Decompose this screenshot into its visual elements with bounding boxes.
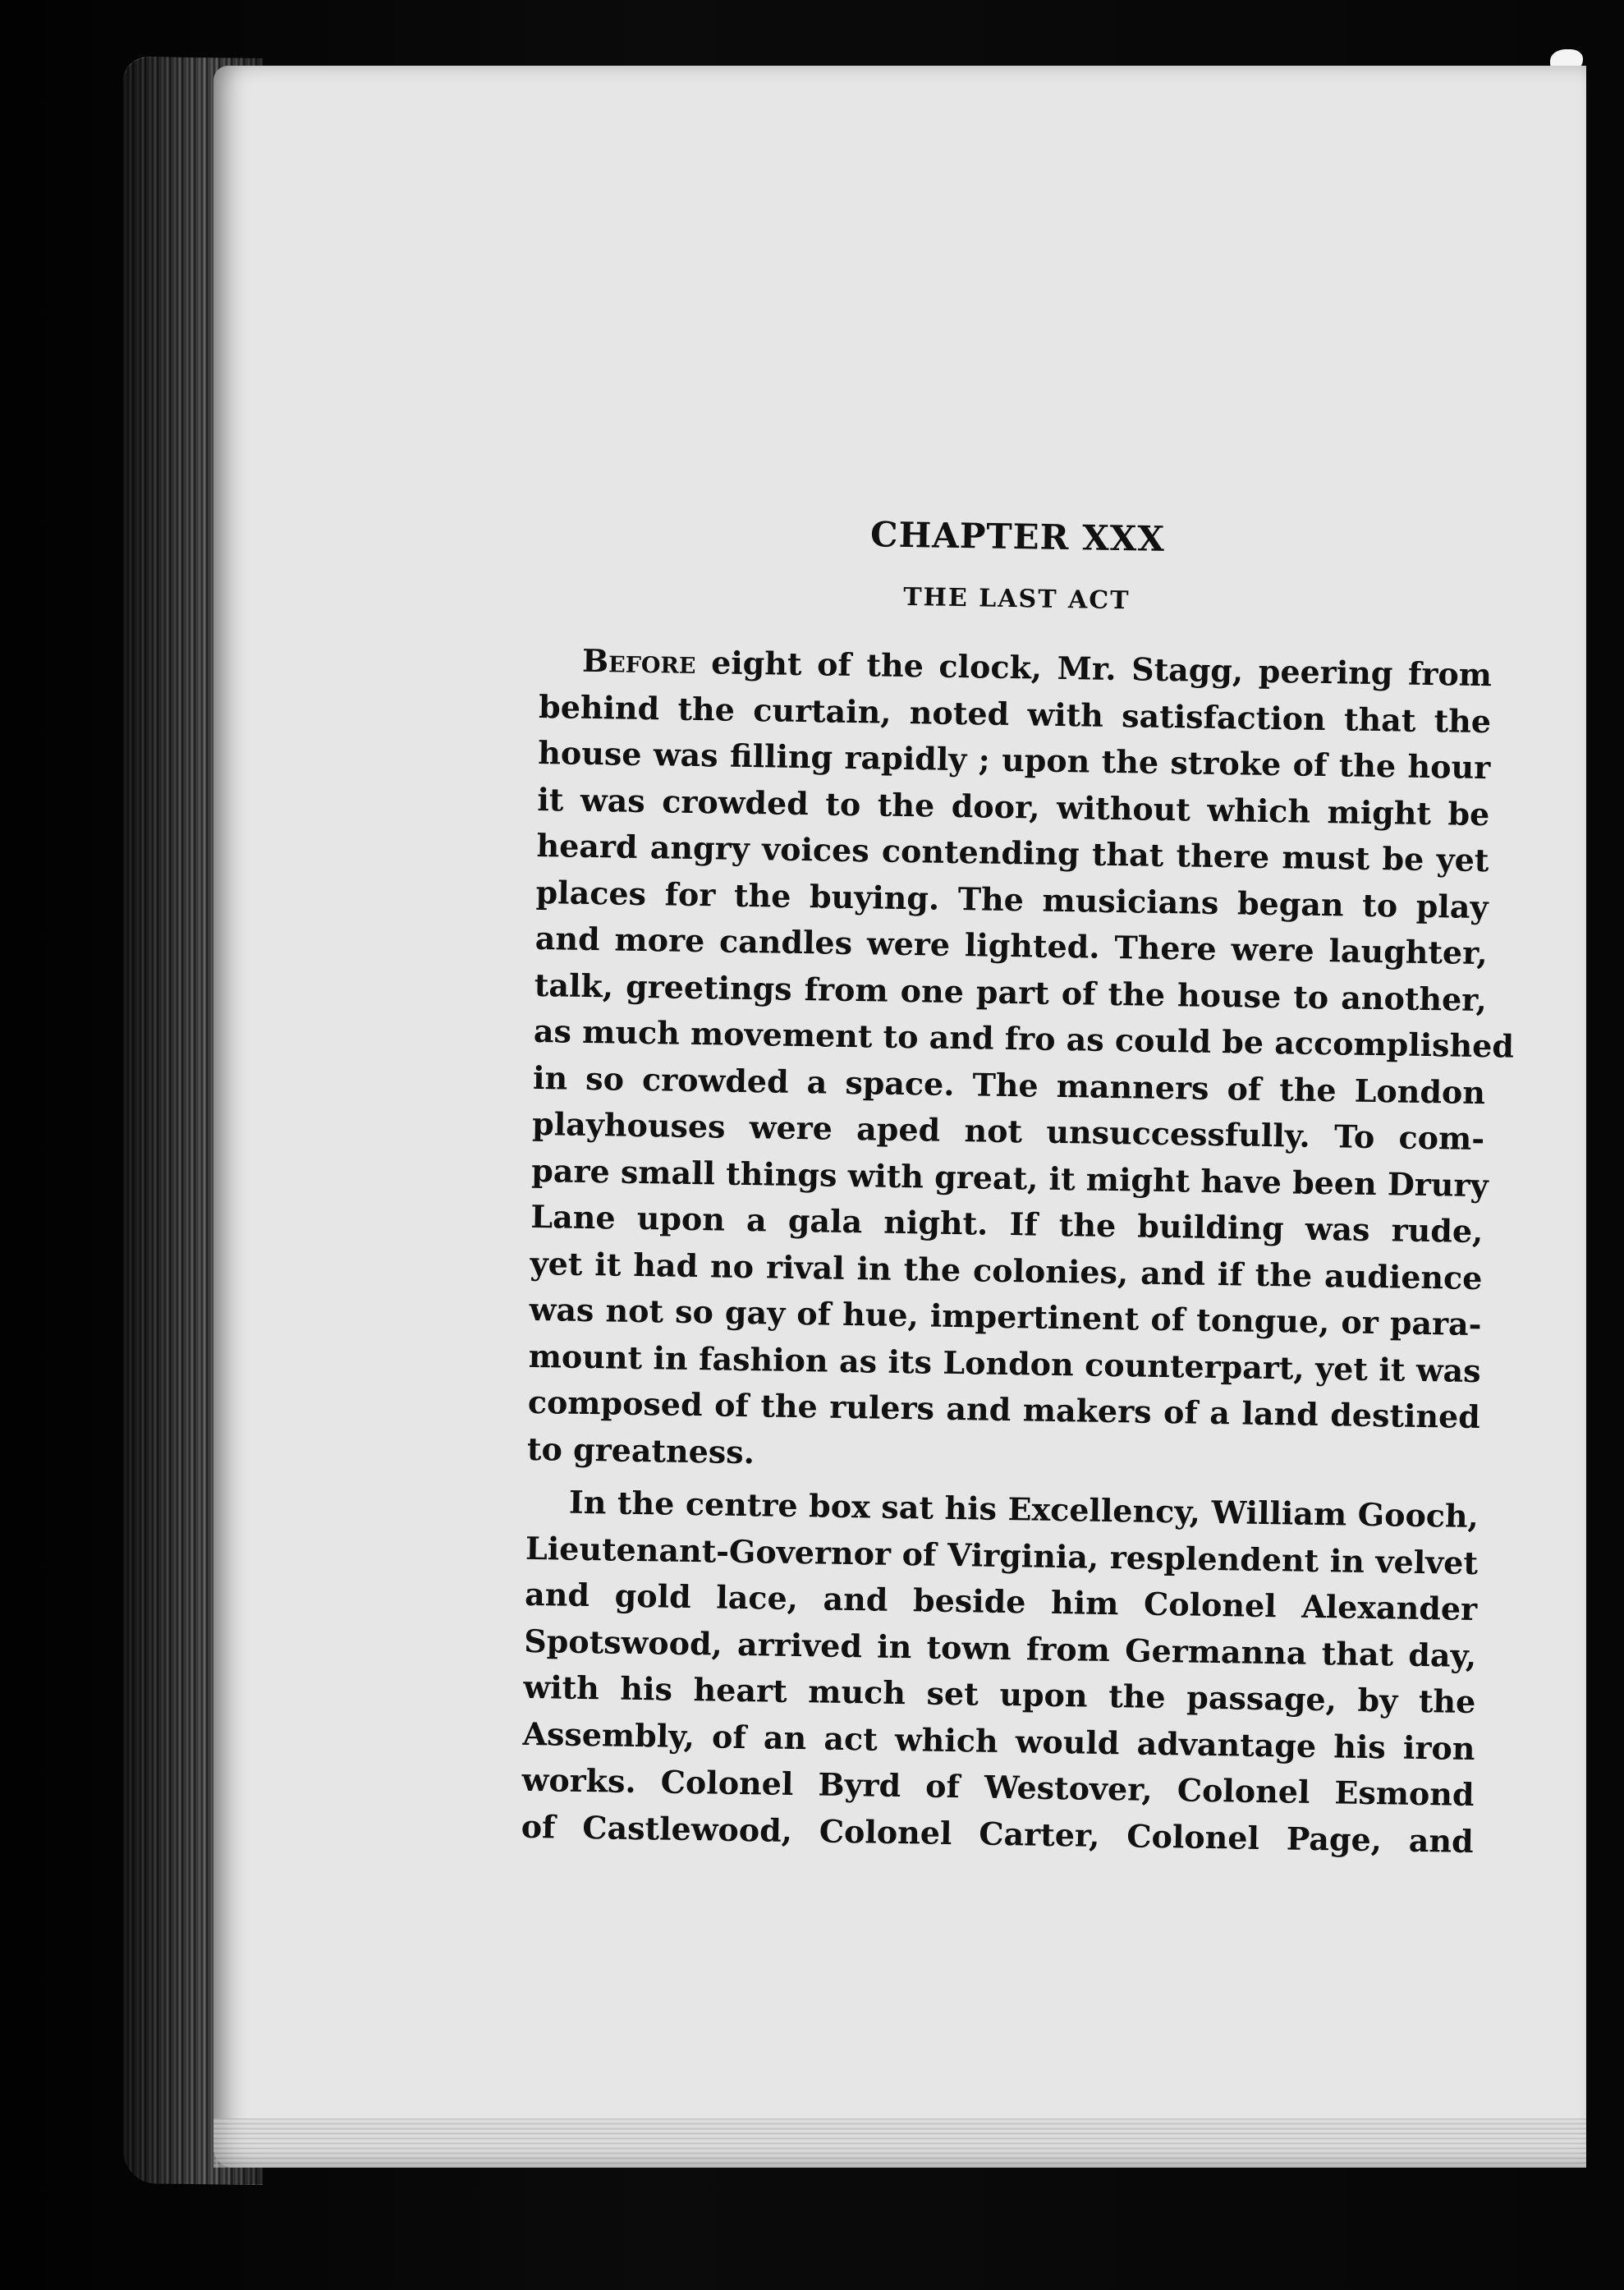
paragraph-1-line: in so crowded a space. The manners of the London [532,1058,1486,1111]
paragraph-2-line: Spotswood, arrived in town from Germanna that day, [524,1622,1477,1674]
paragraph-2-line: works. Colonel Byrd of Westover, Colonel Esmond [521,1760,1475,1814]
paragraph-1-line-text: eight of the clock, Mr. Stagg, peering from [710,644,1493,694]
paragraph-2-line: Assembly, of an act which would advantage his iron [522,1714,1475,1767]
paragraph-1-line: composed of the rulers and makers of a land destined [527,1383,1481,1436]
paragraph-2-line: with his heart much set upon the passage, by the [523,1668,1476,1721]
paragraph-1-line: heard angry voices contending that there must be yet [536,826,1489,879]
paragraph-2 [521,1479,1479,1865]
paragraph-1-line: and more candles were lighted. There were laughter, [534,919,1489,972]
paragraph-1-line: mount in fashion as its London counterpart, yet it was [528,1337,1482,1389]
paragraph-1-line: it was crowded to the door, without which might be [537,780,1490,833]
paragraph-1-line: pare small things with great, it might have been Drury [531,1151,1489,1204]
paragraph-1-line: behind the curtain, noted with satisfaction that the [538,687,1492,740]
page-text-block [521,509,1515,1865]
paragraph-1-line: to greatness. [526,1430,755,1471]
paragraph-1-line: playhouses were aped not unsuccessfully. To com- [531,1104,1485,1158]
chapter-subtitle: THE LAST ACT [902,582,1131,616]
paragraph-1-line: was not so gay of hue, impertinent of tongue, or para- [529,1290,1482,1343]
paragraph-1-lead: Before [581,641,696,681]
paragraph-2-line: of Castlewood, Colonel Carter, Colonel Page, and [521,1807,1475,1860]
paragraph-1 [526,637,1515,1487]
paragraph-1-line: house was filling rapidly ; upon the stroke of the hour [537,733,1491,787]
paragraph-1-line: talk, greetings from one part of the house to another, [534,966,1488,1018]
paragraph-1-line: yet it had no rival in the colonies, and if the audience [530,1244,1483,1296]
chapter-title: CHAPTER XXX [869,514,1166,559]
paragraph-2-line: and gold lace, and beside him Colonel Alexander [524,1575,1478,1628]
paragraph-1-line: Lane upon a gala night. If the building was rude, [530,1197,1484,1251]
paragraph-1-line: places for the buying. The musicians began to play [535,873,1489,925]
paragraph-2-line: Lieutenant-Governor of Virginia, resplendent in velvet [525,1529,1479,1581]
paragraph-1-line: as much movement to and fro as could be accomplished [533,1012,1515,1065]
paragraph-2-line: In the centre box sat his Excellency, William Gooch, [568,1483,1479,1535]
